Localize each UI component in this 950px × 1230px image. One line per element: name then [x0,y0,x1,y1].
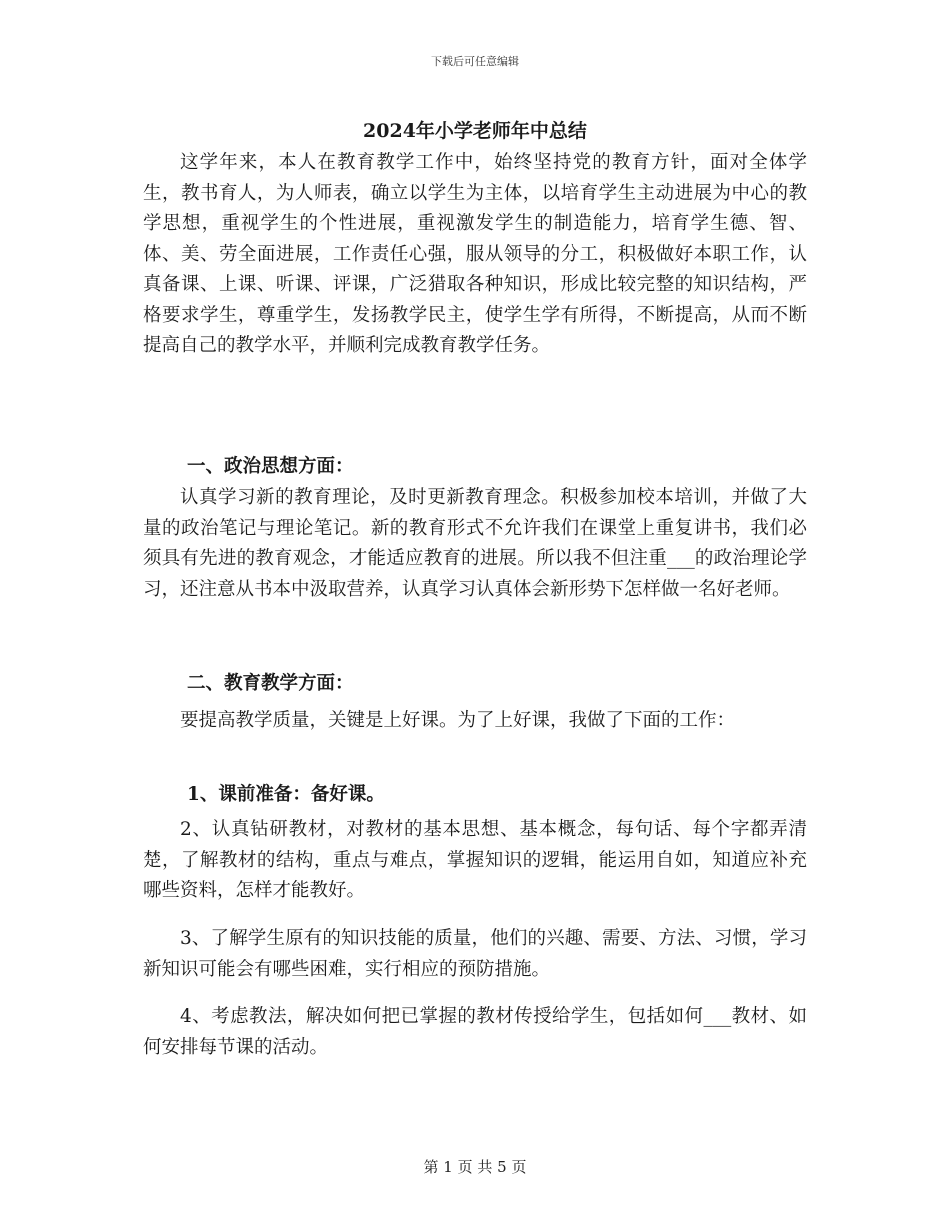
item-heading-preparation: 1、课前准备：备好课。 [187,784,385,805]
section-heading-politics: 一、政治思想方面： [187,456,354,477]
politics-paragraph: 认真学习新的教育理论，及时更新教育理念。积极参加校本培训，并做了大量的政治笔记与理论笔记。新的教育形式不允许我们在课堂上重复讲书，我们必须具有先进的教育观念，才能适应教育的进展。所以我不但注重___的政治理论学习，还注意从书本中汲取营养，认真学习认真体会新形势下怎样做一名好老师。 [143,487,807,600]
item-study-materials: 2、认真钻研教材，对教材的基本思想、基本概念，每句话、每个字都弄清楚，了解教材的结构，重点与难点，掌握知识的逻辑，能运用自如，知道应补充哪些资料，怎样才能教好。 [143,819,807,901]
teaching-paragraph: 要提高教学质量，关键是上好课。为了上好课，我做了下面的工作： [180,710,736,731]
item-understand-students: 3、了解学生原有的知识技能的质量，他们的兴趣、需要、方法、习惯，学习新知识可能会有哪些困难，实行相应的预防措施。 [143,928,807,980]
intro-paragraph: 这学年来，本人在教育教学工作中，始终坚持党的教育方针，面对全体学生，教书育人，为人师表，确立以学生为主体，以培育学生主动进展为中心的教学思想，重视学生的个性进展，重视激发学生的制造能力，培育学生德、智、体、美、劳全面进展，工作责任心强，服从领导的分工，积极做好本职工作，认真备课、上课、听课、评课，广泛猎取各种知识，形成比较完整的知识结构，严格要求学生，尊重学生，发扬教学民主，使学生学有所得，不断提高，从而不断提高自己的教学水平，并顺利完成教育教学任务。 [143,152,807,356]
document-title: 2024年小学老师年中总结 [363,120,587,142]
page-number: 第 1 页 共 5 页 [423,1158,527,1176]
header-note: 下载后可任意编辑 [431,55,519,68]
section-heading-teaching: 二、教育教学方面： [187,673,354,694]
item-teaching-methods: 4、考虑教法，解决如何把已掌握的教材传授给学生，包括如何___教材、如何安排每节课的活动。 [143,1006,807,1058]
